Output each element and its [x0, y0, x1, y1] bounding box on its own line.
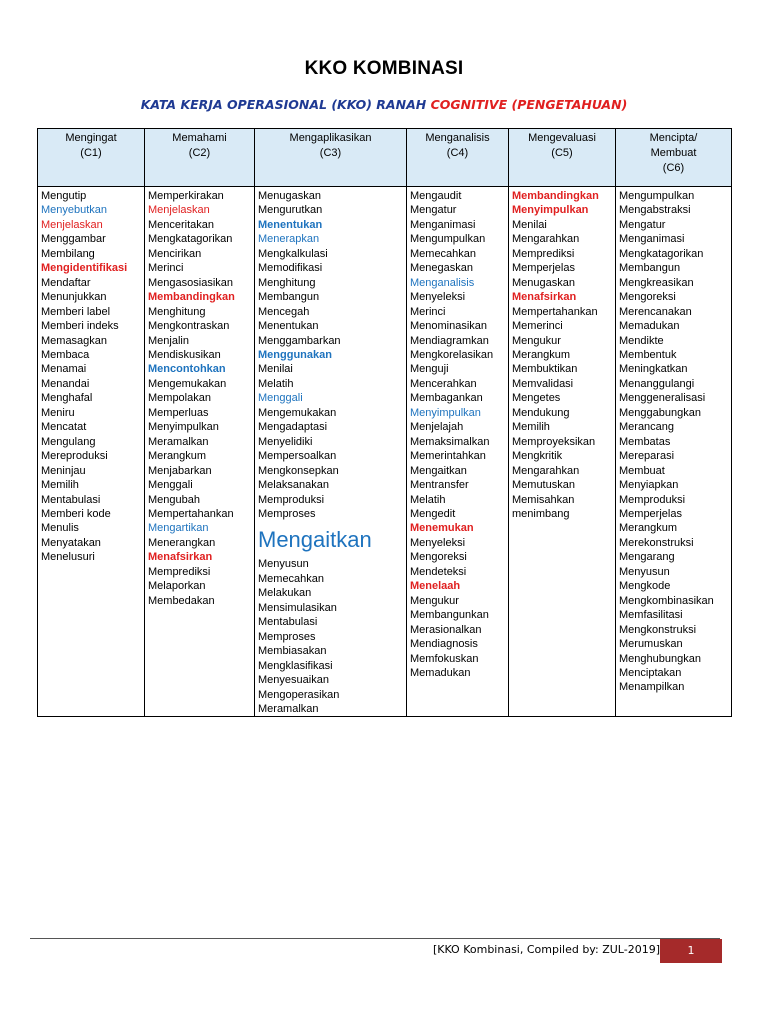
verb-item: Mengkombinasikan: [619, 594, 714, 607]
column-code: (C4): [446, 147, 469, 159]
verb-item: Menominasikan: [410, 320, 488, 333]
verb-list: [410, 189, 506, 680]
verb-item: Memprediksi: [512, 247, 575, 260]
verb-item: Menugaskan: [512, 276, 575, 289]
verb-item: Menggabungkan: [619, 406, 701, 419]
verb-item: Melatih: [410, 493, 446, 506]
verb-item: Mentabulasi: [258, 616, 318, 629]
verb-item: Merinci: [148, 262, 184, 275]
column-header-2: [145, 129, 255, 187]
verb-item: Menjabarkan: [148, 464, 212, 477]
verb-item: Merekonstruksi: [619, 536, 694, 549]
verb-item: Mengulang: [41, 435, 96, 448]
verb-item: Menegaskan: [410, 262, 473, 275]
verb-item: Menjelaskan: [148, 204, 210, 217]
verb-item: Merasionalkan: [410, 623, 482, 636]
verb-item: Memproyeksikan: [512, 435, 596, 448]
verb-item: Mengemukakan: [258, 406, 337, 419]
verb-item: Membagankan: [410, 392, 483, 405]
verb-item: Membuat: [619, 464, 665, 477]
verb-item: Menilai: [258, 363, 293, 376]
verb-item: Membangun: [619, 262, 681, 275]
verb-item: Mencegah: [258, 305, 310, 318]
verb-item: Mengedit: [410, 507, 456, 520]
verb-item: Menyesuaikan: [258, 674, 329, 687]
verb-item: Menugaskan: [258, 190, 321, 202]
verb-item: Menamai: [41, 363, 87, 376]
column-title: Mengaplikasikan: [289, 132, 372, 144]
verb-item: Mengarahkan: [512, 464, 580, 477]
verb-item: Mengkalkulasi: [258, 247, 328, 260]
verb-item: Merumuskan: [619, 638, 683, 651]
verb-item: Memerintahkan: [410, 450, 486, 463]
verb-item: Mengabstraksi: [619, 204, 691, 217]
column-code: (C3): [319, 147, 342, 159]
verb-item: Menggali: [258, 392, 303, 405]
verb-item: Mengkonsepkan: [258, 464, 339, 477]
verb-item: Mendiagnosis: [410, 638, 478, 651]
verb-item: Mentabulasi: [41, 493, 101, 506]
verb-item: Memperluas: [148, 406, 209, 419]
verb-item: Memutuskan: [512, 479, 575, 492]
verb-item: Membiasakan: [258, 645, 327, 658]
verb-item: Menentukan: [258, 218, 323, 231]
verb-item: Membilang: [41, 247, 95, 260]
column-header-3: [255, 129, 407, 187]
verb-item: Menyimpulkan: [148, 421, 219, 434]
verb-item: Menampilkan: [619, 681, 685, 694]
verb-item: Mengatur: [410, 204, 457, 217]
column-cell-2: [145, 187, 255, 717]
verb-item: Mendiagramkan: [410, 334, 489, 347]
verb-list: [258, 189, 404, 716]
verb-item: Memperjelas: [512, 262, 575, 275]
verb-item: Mengasosiasikan: [148, 276, 233, 289]
verb-item: Memadukan: [410, 666, 471, 679]
column-cell-5: [509, 187, 616, 717]
page-number-badge: 1: [660, 939, 722, 963]
verb-item: Memerinci: [512, 320, 563, 333]
verb-item: Memilih: [41, 479, 79, 492]
verb-item: Mencatat: [41, 421, 87, 434]
column-cell-6: [616, 187, 732, 717]
verb-item: Menyatakan: [41, 536, 101, 549]
verb-item: Mengemukakan: [148, 377, 227, 390]
verb-item: Mengoperasikan: [258, 688, 340, 701]
verb-item: Mengaitkan: [410, 464, 467, 477]
verb-item: Menulis: [41, 522, 79, 535]
verb-item: Menghubungkan: [619, 652, 701, 665]
verb-item: Menjelaskan: [41, 218, 103, 231]
verb-item: Membentuk: [619, 348, 677, 361]
verb-item: Mereproduksi: [41, 450, 108, 463]
verb-item: Mereparasi: [619, 450, 675, 463]
verb-item: Menyiapkan: [619, 479, 679, 492]
verb-item: Meningkatkan: [619, 363, 688, 376]
footer-text: [KKO Kombinasi, Compiled by: ZUL-2019]: [432, 943, 660, 956]
verb-item: Mendiskusikan: [148, 348, 221, 361]
verb-item: Mendikte: [619, 334, 664, 347]
verb-item: Membedakan: [148, 594, 215, 607]
column-code: (C5): [551, 147, 573, 159]
verb-item: Meramalkan: [148, 435, 209, 448]
verb-item: Menerapkan: [258, 233, 320, 246]
verb-item: Mendaftar: [41, 276, 91, 289]
column-title: Mengevaluasi: [528, 132, 596, 144]
verb-item: Mempersoalkan: [258, 450, 337, 463]
column-code: (C1): [80, 147, 102, 159]
verb-item: Memvalidasi: [512, 377, 574, 390]
verb-item: Menggali: [148, 479, 193, 492]
verb-item: Memaksimalkan: [410, 435, 490, 448]
verb-item: Membatas: [619, 435, 671, 448]
verb-item: Mengkorelasikan: [410, 348, 494, 361]
verb-list: [512, 189, 613, 521]
verb-item: Menggunakan: [258, 348, 332, 361]
verb-item: Mengadaptasi: [258, 421, 328, 434]
verb-item: Menerangkan: [148, 536, 216, 549]
verb-item: Memfasilitasi: [619, 609, 683, 622]
verb-item: Memberi label: [41, 305, 111, 318]
verb-item: Mengoreksi: [410, 551, 467, 564]
verb-item: Mengoreksi: [619, 291, 676, 304]
column-title-line2: Membuat: [650, 147, 697, 159]
verb-item: Memberi kode: [41, 507, 111, 520]
verb-item: Mentransfer: [410, 479, 469, 492]
verb-item: Mengaitkan: [258, 527, 372, 553]
verb-item: Memisahkan: [512, 493, 575, 506]
verb-item: Melaporkan: [148, 580, 206, 593]
verb-item: Menyusun: [258, 558, 309, 571]
subtitle-red: COGNITIVE (PENGETAHUAN): [430, 97, 628, 112]
verb-item: Menyimpulkan: [512, 204, 589, 217]
verb-item: Menentukan: [258, 320, 319, 333]
verb-item: Memperkirakan: [148, 190, 224, 202]
verb-item: Menggeneralisasi: [619, 392, 706, 405]
verb-item: Menghafal: [41, 392, 93, 405]
verb-item: Memodifikasi: [258, 262, 323, 275]
verb-item: Menyeleksi: [410, 536, 466, 549]
verb-item: Mengkode: [619, 580, 671, 593]
verb-item: Menanggulangi: [619, 377, 695, 390]
verb-item: Merangkum: [148, 450, 207, 463]
verb-item: Memberi indeks: [41, 320, 119, 333]
verb-item: Menggambarkan: [258, 334, 341, 347]
verb-item: Mensimulasikan: [258, 601, 337, 614]
verb-item: Mengarahkan: [512, 233, 580, 246]
verb-item: Melaksanakan: [258, 479, 329, 492]
kko-table: [37, 128, 732, 717]
verb-item: Mengkontraskan: [148, 320, 230, 333]
verb-item: Mengutip: [41, 190, 87, 202]
verb-item: Mencontohkan: [148, 363, 226, 376]
verb-item: Memecahkan: [258, 572, 325, 585]
verb-item: Menilai: [512, 218, 547, 231]
verb-item: Mengetes: [512, 392, 561, 405]
page-title: KKO KOMBINASI: [304, 58, 464, 79]
verb-item: Memecahkan: [410, 247, 477, 260]
verb-item: Menganalisis: [410, 276, 475, 289]
verb-item: Menyeleksi: [410, 291, 466, 304]
verb-item: Membandingkan: [148, 291, 235, 304]
verb-item: Melatih: [258, 377, 294, 390]
column-title: Mengingat: [65, 132, 117, 144]
page-subtitle: [0, 97, 768, 112]
verb-item: Mencerahkan: [410, 377, 477, 390]
verb-item: Mengkatagorikan: [619, 247, 704, 260]
verb-item: Mengatur: [619, 218, 666, 231]
verb-item: Meniru: [41, 406, 75, 419]
column-cell-1: [38, 187, 145, 717]
verb-item: Membangun: [258, 291, 320, 304]
column-title: Memahami: [172, 132, 227, 144]
column-header-5: [509, 129, 616, 187]
verb-item: Menganimasi: [410, 218, 476, 231]
verb-item: Menyimpulkan: [410, 406, 481, 419]
verb-item: Menjelajah: [410, 421, 464, 434]
verb-item: Menandai: [41, 377, 90, 390]
verb-item: Mempertahankan: [512, 305, 598, 318]
verb-item: Menelaah: [410, 580, 461, 593]
verb-item: Mendukung: [512, 406, 570, 419]
verb-item: Menguji: [410, 363, 449, 376]
verb-item: Meninjau: [41, 464, 86, 477]
verb-item: Merangkum: [619, 522, 678, 535]
verb-item: Menyebutkan: [41, 204, 108, 217]
verb-item: Menunjukkan: [41, 291, 107, 304]
verb-item: Memproduksi: [258, 493, 325, 506]
verb-item: Mengurutkan: [258, 204, 323, 217]
verb-item: Menafsirkan: [148, 551, 213, 564]
verb-item: Mengubah: [148, 493, 200, 506]
verb-item: Memproses: [258, 507, 316, 520]
verb-item: Mengumpulkan: [619, 190, 695, 202]
verb-item: Mengartikan: [148, 522, 209, 535]
subtitle-blue: KATA KERJA OPERASIONAL (KKO) RANAH: [140, 97, 431, 112]
verb-item: Mengidentifikasi: [41, 262, 128, 275]
column-header-6: [616, 129, 732, 187]
verb-item: Mengaudit: [410, 190, 462, 202]
column-title: Menganalisis: [425, 132, 490, 144]
verb-item: Menggambar: [41, 233, 106, 246]
verb-item: Menceritakan: [148, 218, 215, 231]
verb-item: Mengkreasikan: [619, 276, 694, 289]
verb-list: [41, 189, 142, 565]
verb-item: Menghitung: [148, 305, 206, 318]
verb-item: Merangkum: [512, 348, 571, 361]
verb-item: Menyusun: [619, 565, 670, 578]
verb-item: Mengarang: [619, 551, 675, 564]
verb-item: Mendeteksi: [410, 565, 467, 578]
column-header-1: [38, 129, 145, 187]
verb-item: Memilih: [512, 421, 550, 434]
verb-item: Menelusuri: [41, 551, 95, 564]
table-header-row: [38, 129, 732, 187]
verb-item: Merencanakan: [619, 305, 692, 318]
column-header-4: [407, 129, 509, 187]
column-cell-4: [407, 187, 509, 717]
verb-item: Mengkatagorikan: [148, 233, 233, 246]
verb-item: Menafsirkan: [512, 291, 577, 304]
verb-item: Membandingkan: [512, 190, 599, 202]
verb-item: Menyelidiki: [258, 435, 313, 448]
verb-item: Meramalkan: [258, 702, 319, 715]
verb-item: Mengklasifikasi: [258, 659, 333, 672]
verb-item: Menganimasi: [619, 233, 685, 246]
verb-item: Menjalin: [148, 334, 189, 347]
verb-item: Membaca: [41, 348, 90, 361]
verb-item: Merinci: [410, 305, 446, 318]
verb-item: Memadukan: [619, 320, 680, 333]
verb-item: Mempertahankan: [148, 507, 234, 520]
verb-item: Menghitung: [258, 276, 316, 289]
verb-item: Mengukur: [512, 334, 561, 347]
column-code: (C2): [188, 147, 211, 159]
verb-list: [619, 189, 729, 695]
column-cell-3: [255, 187, 407, 717]
footer-divider: [30, 938, 720, 939]
verb-item: Menciptakan: [619, 666, 682, 679]
verb-item: Memproses: [258, 630, 316, 643]
table-body-row: [38, 187, 732, 717]
verb-item: Merancang: [619, 421, 675, 434]
verb-list: [148, 189, 252, 608]
verb-item: Mempolakan: [148, 392, 211, 405]
verb-item: Mengukur: [410, 594, 459, 607]
verb-item: Melakukan: [258, 587, 312, 600]
verb-item: Memperjelas: [619, 507, 682, 520]
verb-item: Mengkonstruksi: [619, 623, 697, 636]
verb-item: Mencirikan: [148, 247, 202, 260]
column-title: Mencipta/: [649, 132, 698, 144]
verb-item: Menemukan: [410, 522, 474, 535]
verb-item: Memprediksi: [148, 565, 211, 578]
verb-item: Memasagkan: [41, 334, 108, 347]
verb-item: Membangunkan: [410, 609, 489, 622]
verb-item: Mengumpulkan: [410, 233, 486, 246]
verb-item: menimbang: [512, 507, 570, 520]
verb-item: Mengkritik: [512, 450, 563, 463]
verb-item: Membuktikan: [512, 363, 578, 376]
verb-item: Memproduksi: [619, 493, 686, 506]
column-code: (C6): [662, 162, 685, 174]
verb-item: Memfokuskan: [410, 652, 479, 665]
